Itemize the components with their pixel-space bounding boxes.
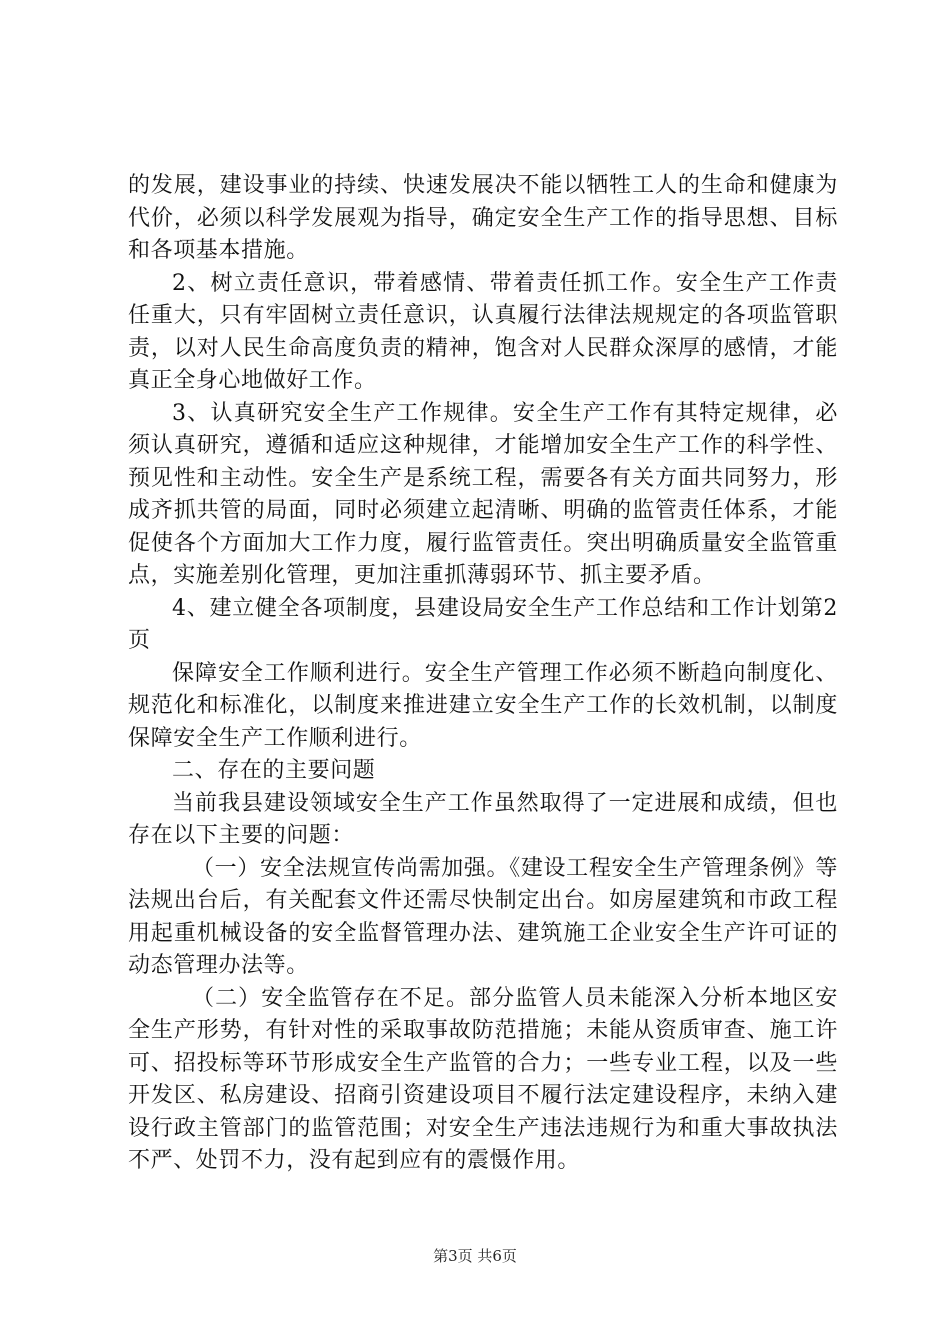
paragraph-item-3: 3、认真研究安全生产工作规律。安全生产工作有其特定规律，必须认真研究，遵循和适应这种规律，才能增加安全生产工作的科学性、预见性和主动性。安全生产是系统工程，需要各有关方面共同努力，形成齐抓共管的局面，同时必须建立起清晰、明确的监管责任体系，才能促使各个方面加大工作力度，履行监管责任。突出明确质量安全监管重点，实施差别化管理，更加注重抓薄弱环节、抓主要矛盾。 — [128, 400, 838, 588]
document-body — [128, 170, 838, 1178]
paragraph-item-4: 4、建立健全各项制度，县建设局安全生产工作总结和工作计划第2页 — [128, 595, 838, 653]
section-heading-problems: 二、存在的主要问题 — [172, 758, 376, 783]
paragraph-item-2: 2、树立责任意识，带着感情、带着责任抓工作。安全生产工作责任重大，只有牢固树立责任意识，认真履行法律法规规定的各项监管职责，以对人民生命高度负责的精神，饱含对人民群众深厚的感情，才能真正全身心地做好工作。 — [128, 270, 838, 393]
paragraph-continuation: 的发展，建设事业的持续、快速发展决不能以牺牲工人的生命和健康为代价，必须以科学发展观为指导，确定安全生产工作的指导思想、目标和各项基本措施。 — [128, 173, 838, 263]
paragraph-problem-2: （二）安全监管存在不足。部分监管人员未能深入分析本地区安全生产形势，有针对性的采取事故防范措施；未能从资质审查、施工许可、招投标等环节形成安全生产监管的合力；一些专业工程，以及一些开发区、私房建设、招商引资建设项目不履行法定建设程序，未纳入建设行政主管部门的监管范围；对安全生产违法违规行为和重大事故执法不严、处罚不力，没有起到应有的震慑作用。 — [128, 985, 838, 1173]
paragraph-institution: 保障安全工作顺利进行。安全生产管理工作必须不断趋向制度化、规范化和标准化，以制度来推进建立安全生产工作的长效机制，以制度保障安全生产工作顺利进行。 — [128, 660, 838, 751]
page-footer — [0, 1245, 950, 1266]
page-indicator: 第3页 共6页 — [433, 1247, 517, 1265]
paragraph-problems-intro: 当前我县建设领域安全生产工作虽然取得了一定进展和成绩，但也存在以下主要的问题： — [128, 790, 838, 848]
paragraph-problem-1: （一）安全法规宣传尚需加强。《建设工程安全生产管理条例》等法规出台后，有关配套文件还需尽快制定出台。如房屋建筑和市政工程用起重机械设备的安全监督管理办法、建筑施工企业安全生产许可证的动态管理办法等。 — [128, 855, 838, 978]
